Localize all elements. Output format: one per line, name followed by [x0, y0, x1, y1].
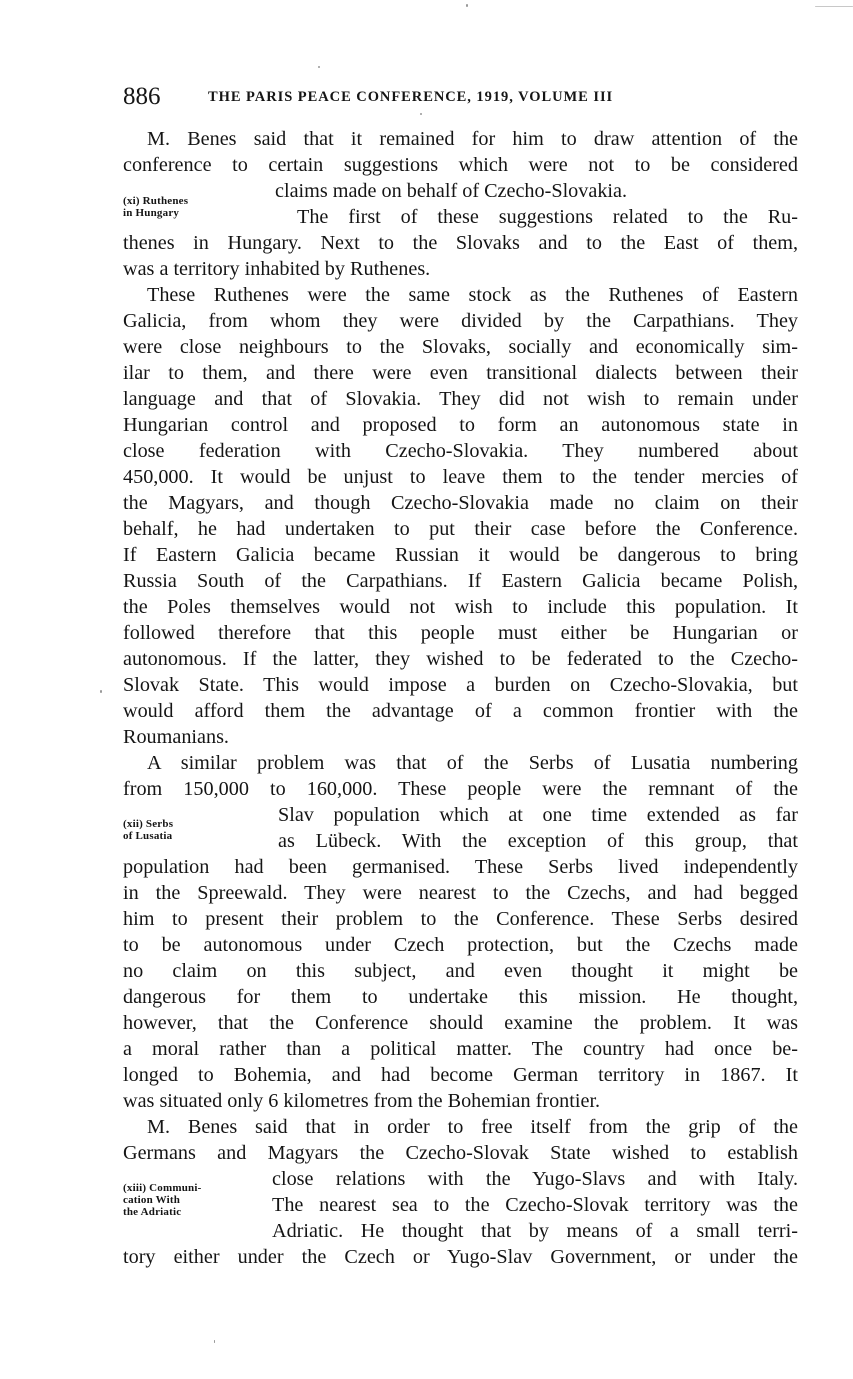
text-line: language and that of Slovakia. They did not wish to remain under — [123, 388, 798, 410]
text-line: Adriatic. He thought that by means of a small terri- — [272, 1220, 798, 1242]
margin-note-serbs — [123, 818, 263, 842]
running-title: THE PARIS PEACE CONFERENCE, 1919, VOLUME III — [208, 89, 614, 105]
page-header — [123, 82, 798, 112]
margin-note-line: the Adriatic — [123, 1206, 182, 1218]
text-line: thenes in Hungary. Next to the Slovaks and to the East of them, — [123, 232, 798, 254]
text-line: followed therefore that this people must either be Hungarian or — [123, 622, 798, 644]
text-line: The first of these suggestions related to the Ru- — [297, 206, 798, 228]
text-line: tory either under the Czech or Yugo-Slav Government, or under the — [123, 1246, 798, 1268]
text-line: was situated only 6 kilometres from the Bohemian frontier. — [123, 1090, 601, 1112]
margin-note-ruthenes — [123, 195, 263, 219]
text-line: These Ruthenes were the same stock as the Ruthenes of Eastern — [147, 284, 798, 306]
text-line: him to present their problem to the Conference. These Serbs desired — [123, 908, 798, 930]
text-line: Roumanians. — [123, 726, 229, 748]
text-line: as Lübeck. With the exception of this group, that — [278, 830, 798, 852]
text-line: 450,000. It would be unjust to leave them to the tender mercies of — [123, 466, 798, 488]
text-line: M. Benes said that in order to free itself from the grip of the — [147, 1116, 798, 1138]
text-line: from 150,000 to 160,000. These people were the remnant of the — [123, 778, 798, 800]
text-line: the Poles themselves would not wish to include this population. It — [123, 596, 798, 618]
text-line: longed to Bohemia, and had become German territory in 1867. It — [123, 1064, 798, 1086]
text-line: Hungarian control and proposed to form an autonomous state in — [123, 414, 798, 436]
scan-speck — [318, 66, 320, 68]
scan-edge-mark — [815, 6, 853, 7]
text-line: conference to certain suggestions which were not to be considered — [123, 154, 798, 176]
text-line: were close neighbours to the Slovaks, socially and economically sim- — [123, 336, 798, 358]
text-line: The nearest sea to the Czecho-Slovak territory was the — [272, 1194, 798, 1216]
margin-note-line: (xi) Ruthenes — [123, 195, 189, 207]
text-line: population had been germanised. These Serbs lived independently — [123, 856, 798, 878]
text-line: in the Spreewald. They were nearest to the Czechs, and had begged — [123, 882, 798, 904]
text-line: ilar to them, and there were even transitional dialects between their — [123, 362, 798, 384]
text-line: A similar problem was that of the Serbs of Lusatia numbering — [147, 752, 798, 774]
text-line: Russia South of the Carpathians. If Eastern Galicia became Polish, — [123, 570, 798, 592]
text-line: If Eastern Galicia became Russian it would be dangerous to bring — [123, 544, 798, 566]
text-line: was a territory inhabited by Ruthenes. — [123, 258, 431, 280]
text-line: Slav population which at one time extended as far — [278, 804, 798, 826]
text-line: no claim on this subject, and even thought it might be — [123, 960, 798, 982]
scan-speck — [100, 690, 102, 693]
margin-note-line: (xii) Serbs — [123, 818, 174, 830]
text-line: behalf, he had undertaken to put their case before the Conference. — [123, 518, 798, 540]
text-line: a moral rather than a political matter. The country had once be- — [123, 1038, 798, 1060]
text-line: claims made on behalf of Czecho-Slovakia. — [275, 180, 628, 202]
text-line: would afford them the advantage of a common frontier with the — [123, 700, 798, 722]
scan-speck — [214, 1340, 215, 1343]
text-line: close relations with the Yugo-Slavs and with Italy. — [272, 1168, 798, 1190]
margin-note-line: of Lusatia — [123, 830, 173, 842]
margin-note-line: (xiii) Communi- — [123, 1182, 202, 1194]
text-line: the Magyars, and though Czecho-Slovakia made no claim on their — [123, 492, 798, 514]
scan-speck — [420, 113, 422, 115]
text-line: M. Benes said that it remained for him to draw attention of the — [147, 128, 798, 150]
text-line: autonomous. If the latter, they wished to be federated to the Czecho- — [123, 648, 798, 670]
margin-note-adriatic — [123, 1182, 263, 1218]
margin-note-line: in Hungary — [123, 207, 180, 219]
text-line: close federation with Czecho-Slovakia. They numbered about — [123, 440, 798, 462]
text-line: dangerous for them to undertake this mission. He thought, — [123, 986, 798, 1008]
margin-note-line: cation With — [123, 1194, 181, 1206]
page-number: 886 — [123, 83, 161, 110]
text-line: however, that the Conference should examine the problem. It was — [123, 1012, 798, 1034]
text-line: Germans and Magyars the Czecho-Slovak State wished to establish — [123, 1142, 798, 1164]
text-line: Galicia, from whom they were divided by the Carpathians. They — [123, 310, 798, 332]
scan-speck — [466, 4, 468, 7]
text-line: to be autonomous under Czech protection, but the Czechs made — [123, 934, 798, 956]
text-line: Slovak State. This would impose a burden on Czecho-Slovakia, but — [123, 674, 798, 696]
